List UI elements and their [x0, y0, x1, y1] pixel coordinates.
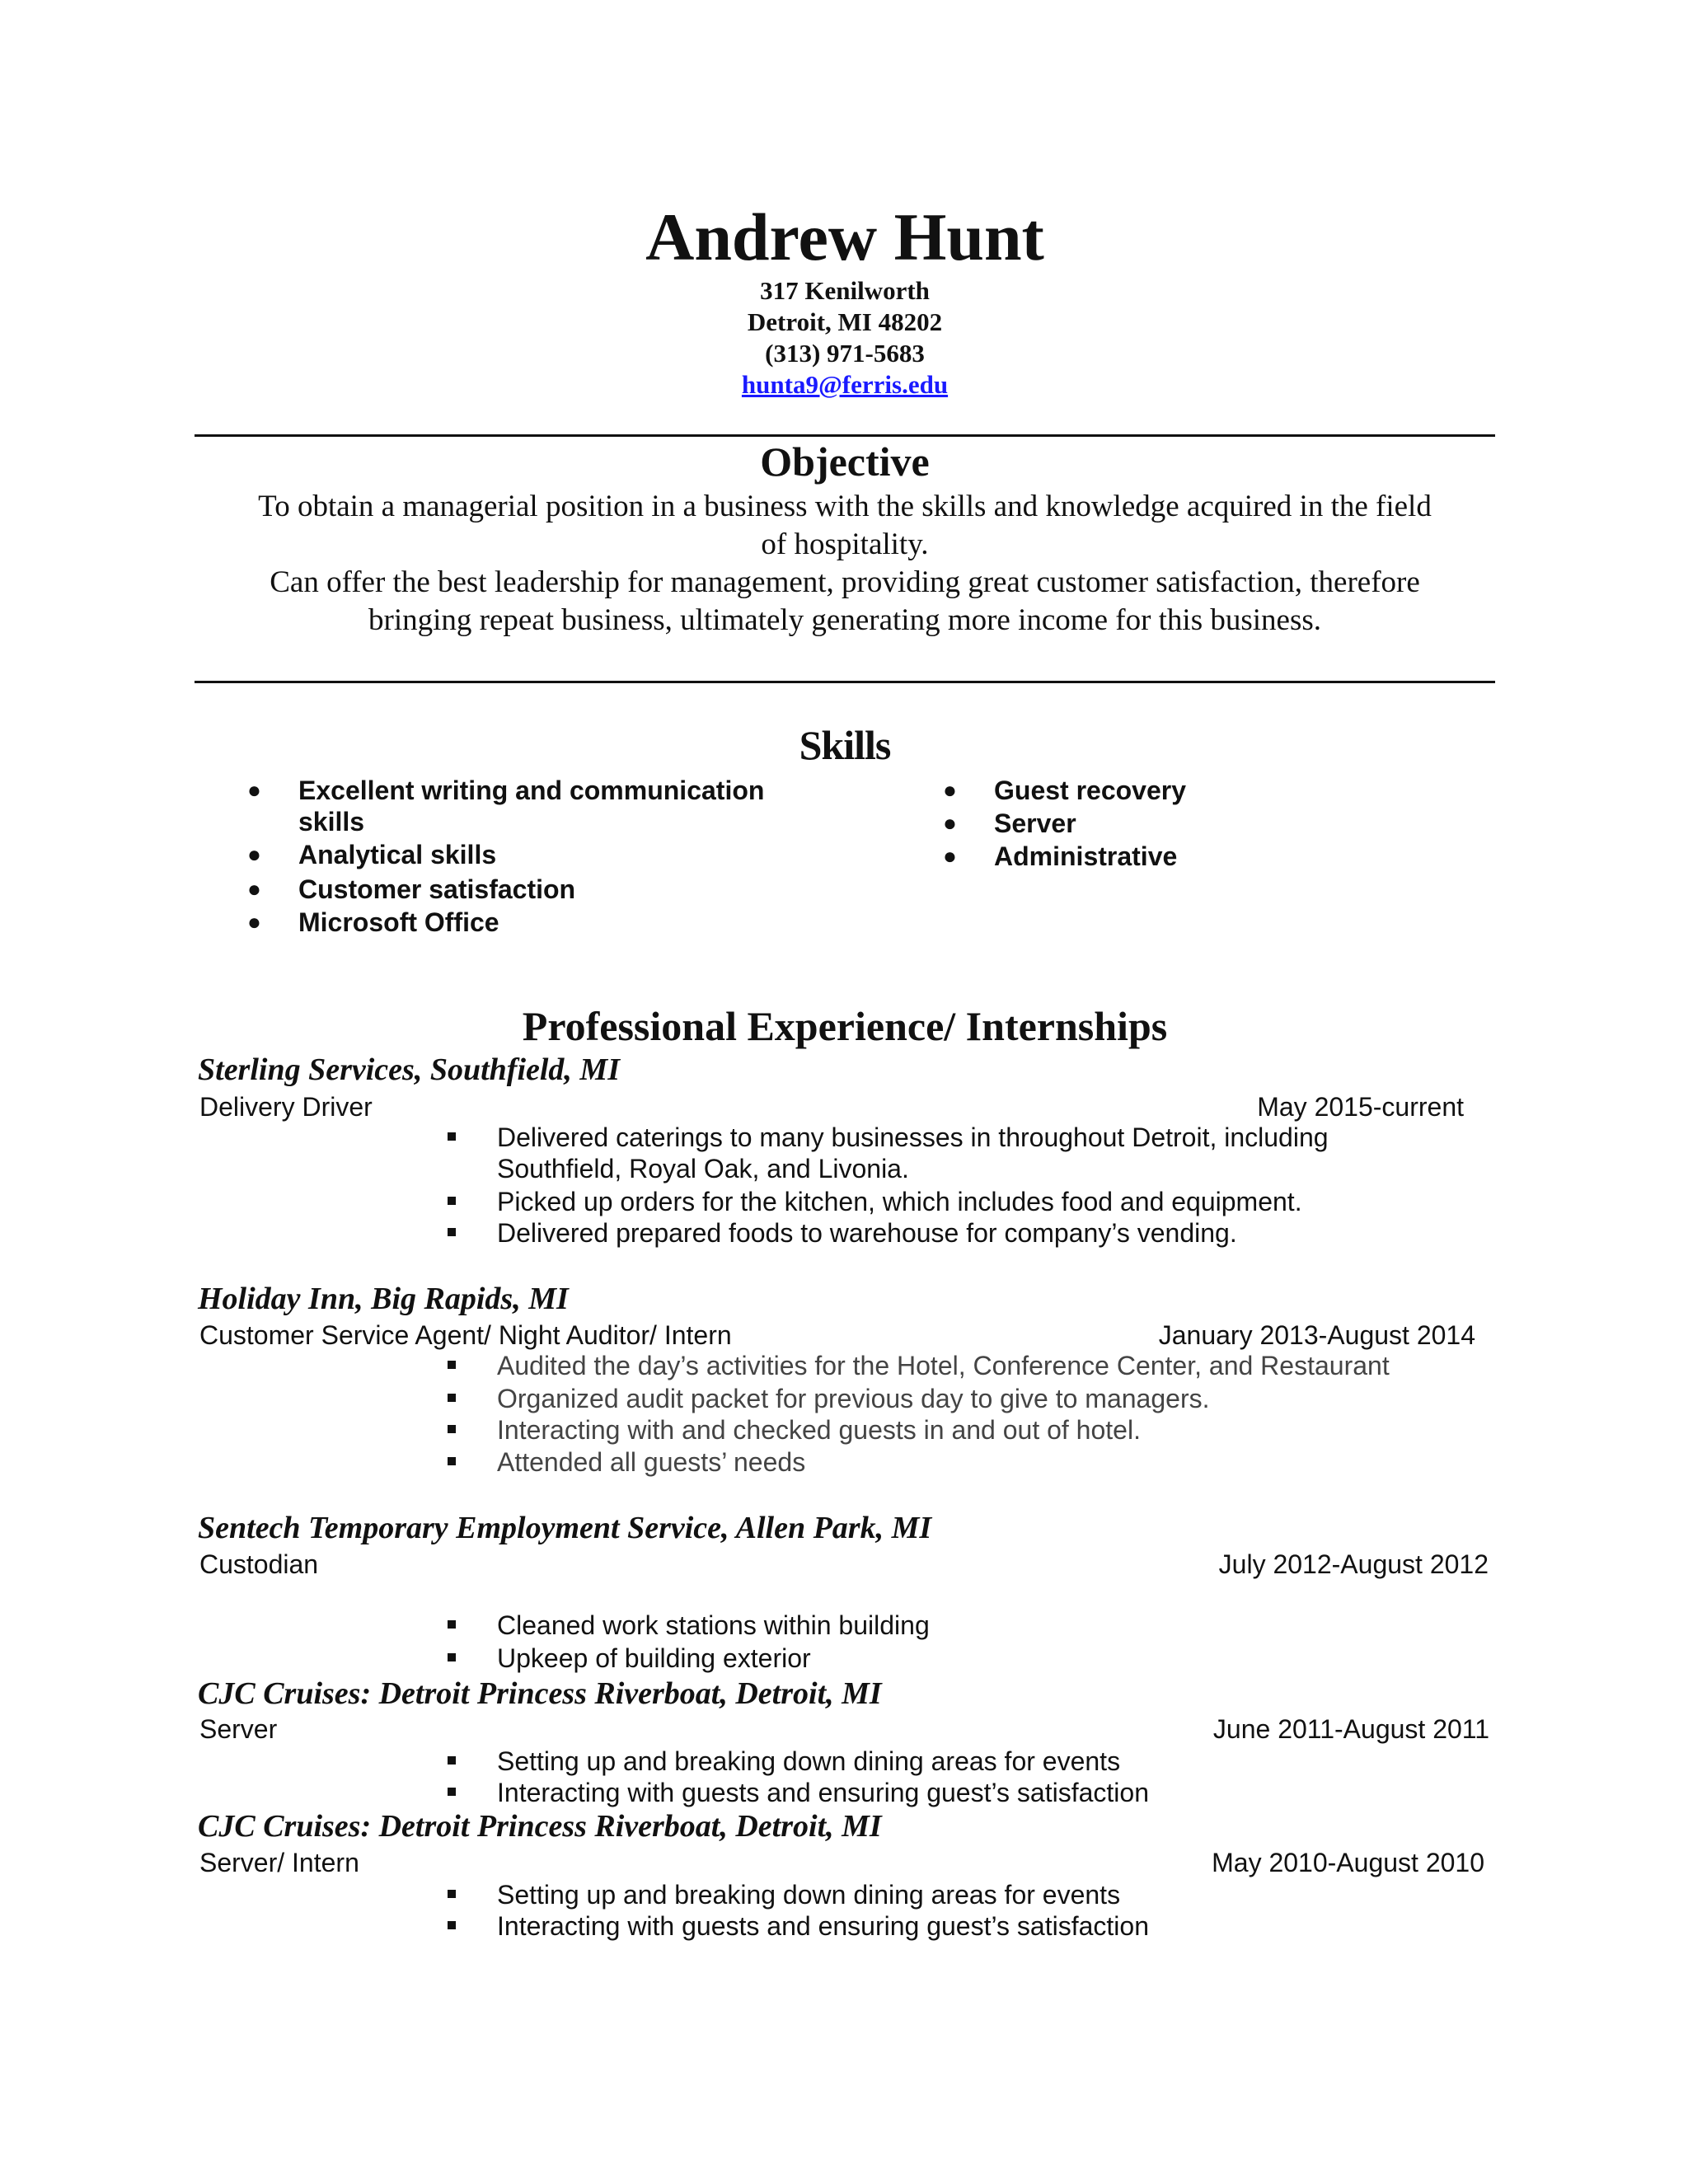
job-duty: Delivered prepared foods to warehouse for company’s vending. [497, 1218, 1237, 1248]
skill-item: Excellent writing and communication skills [298, 776, 765, 837]
job-duty: Setting up and breaking down dining areas for events [497, 1880, 1121, 1910]
job-dates: July 2012-August 2012 [1218, 1549, 1489, 1579]
job-role: Server/ Intern [199, 1848, 359, 1877]
job-dates: May 2015-current [1257, 1092, 1464, 1122]
skill-item: Microsoft Office [298, 907, 499, 937]
skill-item: Customer satisfaction [298, 874, 576, 904]
job-company: Sterling Services, Southfield, MI [198, 1052, 620, 1087]
job-company: Holiday Inn, Big Rapids, MI [198, 1282, 569, 1316]
objective-p2-line2: bringing repeat business, ultimately generating more income for this business. [368, 603, 1321, 637]
objective-paragraph-1 [195, 488, 1495, 564]
job-dates: January 2013-August 2014 [1158, 1320, 1475, 1350]
skill-item: Analytical skills [298, 840, 497, 869]
square-bullet-icon [448, 1921, 456, 1929]
applicant-name: Andrew Hunt [645, 199, 1044, 274]
job-duty: Interacting with and checked guests in and out of hotel. [497, 1415, 1141, 1445]
job-duty: Upkeep of building exterior [497, 1643, 811, 1673]
square-bullet-icon [448, 1457, 456, 1465]
phone-number: (313) 971-5683 [765, 339, 925, 368]
job-duty: Southfield, Royal Oak, and Livonia. [497, 1154, 909, 1183]
bullet-icon: ● [943, 843, 957, 869]
job-duty: Delivered caterings to many businesses in throughout Detroit, including [497, 1122, 1329, 1152]
square-bullet-icon [448, 1620, 456, 1629]
objective-p1-line2: of hospitality. [761, 527, 929, 561]
skill-item: Server [994, 808, 1076, 838]
objective-p2-line1: Can offer the best leadership for management, providing great customer satisfaction, therefore [270, 565, 1420, 599]
job-duty: Picked up orders for the kitchen, which includes food and equipment. [497, 1187, 1302, 1216]
square-bullet-icon [448, 1132, 456, 1141]
job-dates: June 2011-August 2011 [1212, 1714, 1489, 1744]
square-bullet-icon [448, 1756, 456, 1765]
square-bullet-icon [448, 1890, 456, 1898]
job-duty: Interacting with guests and ensuring guest’s satisfaction [497, 1778, 1149, 1807]
square-bullet-icon [448, 1788, 456, 1796]
job-duty: Interacting with guests and ensuring guest’s satisfaction [497, 1911, 1149, 1941]
job-duty: Attended all guests’ needs [497, 1447, 806, 1477]
job-role: Customer Service Agent/ Night Auditor/ Intern [199, 1320, 732, 1350]
objective-heading: Objective [760, 438, 930, 485]
skills-heading: Skills [799, 722, 891, 768]
job-dates: May 2010-August 2010 [1212, 1848, 1484, 1877]
job-company: CJC Cruises: Detroit Princess Riverboat, Detroit, MI [198, 1676, 882, 1711]
job-role: Custodian [199, 1549, 319, 1579]
skill-item: Guest recovery [994, 776, 1187, 805]
address-line-2: Detroit, MI 48202 [747, 307, 943, 336]
square-bullet-icon [448, 1394, 456, 1402]
objective-paragraph-2 [195, 564, 1495, 640]
job-role: Delivery Driver [199, 1092, 373, 1122]
bullet-icon: ● [943, 777, 957, 803]
bullet-icon: ● [247, 909, 261, 935]
job-duty: Cleaned work stations within building [497, 1610, 930, 1640]
job-role: Server [199, 1714, 278, 1744]
square-bullet-icon [448, 1425, 456, 1433]
job-duty: Setting up and breaking down dining areas for events [497, 1746, 1121, 1776]
square-bullet-icon [448, 1361, 456, 1369]
divider-bottom [195, 681, 1495, 683]
job-company: CJC Cruises: Detroit Princess Riverboat, Detroit, MI [198, 1809, 882, 1844]
bullet-icon: ● [943, 810, 957, 836]
skill-item: Administrative [994, 841, 1178, 871]
square-bullet-icon [448, 1653, 456, 1661]
square-bullet-icon [448, 1228, 456, 1236]
bullet-icon: ● [247, 876, 261, 902]
address-line-1: 317 Kenilworth [760, 276, 930, 305]
email-link[interactable]: hunta9@ferris.edu [741, 370, 949, 399]
bullet-icon: ● [247, 777, 261, 803]
square-bullet-icon [448, 1197, 456, 1205]
job-duty: Organized audit packet for previous day to give to managers. [497, 1384, 1210, 1413]
job-company: Sentech Temporary Employment Service, Allen Park, MI [198, 1511, 932, 1545]
job-duty: Audited the day’s activities for the Hotel, Conference Center, and Restaurant [497, 1351, 1390, 1380]
objective-p1-line1: To obtain a managerial position in a business with the skills and knowledge acquired in the field [258, 490, 1432, 523]
bullet-icon: ● [247, 841, 261, 867]
experience-heading: Professional Experience/ Internships [522, 1003, 1168, 1049]
